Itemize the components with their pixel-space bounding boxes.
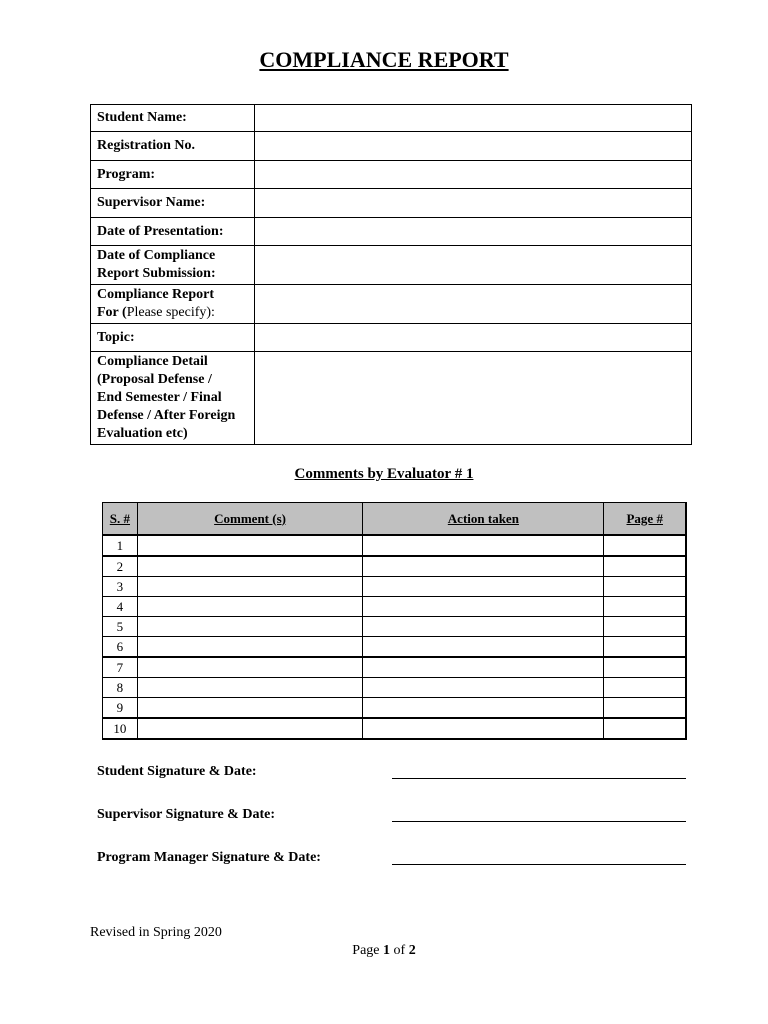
comment-cell[interactable] [137,718,362,739]
program-manager-signature-line[interactable] [392,864,686,865]
info-label-line: (Proposal Defense / [97,372,212,387]
row-number: 2 [103,556,138,577]
row-number: 6 [103,637,138,658]
action-cell[interactable] [363,657,604,678]
comment-cell[interactable] [137,556,362,577]
info-label: Registration No. [91,132,255,161]
row-number: 5 [103,617,138,637]
action-cell[interactable] [363,718,604,739]
info-label [91,285,255,324]
info-label [91,246,255,285]
supervisor-name-field[interactable] [255,189,692,218]
action-cell[interactable] [363,698,604,719]
page-cell[interactable] [604,617,686,637]
info-row-program [91,161,692,189]
page-cell[interactable] [604,698,686,719]
comments-table [102,502,687,740]
action-cell[interactable] [363,617,604,637]
student-info-table [90,104,692,445]
table-row [103,657,687,678]
header-action: Action taken [363,503,604,536]
page-title: COMPLIANCE REPORT [259,47,509,72]
info-label-line: Report Submission: [97,266,216,281]
info-row-compliance-detail [91,352,692,445]
header-serial: S. # [103,503,138,536]
signature-label: Student Signature & Date: [97,764,257,779]
info-row-student-name [91,105,692,132]
info-row-topic [91,324,692,352]
info-label-line: Date of Compliance [97,248,216,263]
info-label-line [97,304,248,322]
table-row [103,718,687,739]
table-row [103,556,687,577]
signature-label: Supervisor Signature & Date: [97,807,275,822]
student-name-field[interactable] [255,105,692,132]
comments-header-row [103,503,687,536]
page-cell[interactable] [604,535,686,556]
row-number: 3 [103,577,138,597]
comment-cell[interactable] [137,678,362,698]
supervisor-signature-row [97,807,687,827]
row-number: 1 [103,535,138,556]
program-manager-signature-row [97,850,687,870]
row-number: 9 [103,698,138,719]
info-row-report-for [91,285,692,324]
row-number: 10 [103,718,138,739]
info-label-bold: For ( [97,305,127,320]
table-row [103,597,687,617]
registration-field[interactable] [255,132,692,161]
page-prefix: Page [352,943,384,958]
info-row-registration [91,132,692,161]
report-for-field[interactable] [255,285,692,324]
table-row [103,577,687,597]
supervisor-signature-line[interactable] [392,821,686,822]
page-cell[interactable] [604,597,686,617]
info-label: Topic: [91,324,255,352]
comment-cell[interactable] [137,597,362,617]
signature-label: Program Manager Signature & Date: [97,850,321,865]
page-total: 2 [408,943,416,958]
action-cell[interactable] [363,678,604,698]
action-cell[interactable] [363,535,604,556]
header-comment: Comment (s) [137,503,362,536]
comment-cell[interactable] [137,535,362,556]
page-cell[interactable] [604,657,686,678]
info-label-line: Compliance Report [97,287,215,302]
action-cell[interactable] [363,597,604,617]
info-row-supervisor [91,189,692,218]
presentation-date-field[interactable] [255,218,692,246]
table-row [103,535,687,556]
info-label: Supervisor Name: [91,189,255,218]
info-label: Student Name: [91,105,255,132]
action-cell[interactable] [363,637,604,658]
info-label: Date of Presentation: [91,218,255,246]
page-number [0,943,768,959]
submission-date-field[interactable] [255,246,692,285]
page-cell[interactable] [604,637,686,658]
info-row-presentation-date [91,218,692,246]
compliance-detail-field[interactable] [255,352,692,445]
table-row [103,698,687,719]
info-row-submission-date [91,246,692,285]
row-number: 4 [103,597,138,617]
info-label [91,352,255,445]
row-number: 7 [103,657,138,678]
table-row [103,678,687,698]
info-label-line: Compliance Detail [97,354,208,369]
comment-cell[interactable] [137,617,362,637]
table-row [103,637,687,658]
table-row [103,617,687,637]
page-cell[interactable] [604,556,686,577]
page-cell[interactable] [604,678,686,698]
info-label-line: End Semester / Final [97,390,222,405]
comment-cell[interactable] [137,637,362,658]
header-page: Page # [604,503,686,536]
topic-field[interactable] [255,324,692,352]
student-signature-line[interactable] [392,778,686,779]
page-of: of [390,943,409,958]
student-signature-row [97,764,687,784]
row-number: 8 [103,678,138,698]
revision-note: Revised in Spring 2020 [90,925,222,940]
page-current: 1 [383,943,391,958]
info-label-line: Evaluation etc) [97,426,188,441]
program-field[interactable] [255,161,692,189]
comment-cell[interactable] [137,577,362,597]
action-cell[interactable] [363,556,604,577]
comment-cell[interactable] [137,657,362,678]
comment-cell[interactable] [137,698,362,719]
info-label-normal: Please specify): [126,305,215,320]
action-cell[interactable] [363,577,604,597]
evaluator-heading: Comments by Evaluator # 1 [294,466,474,482]
page-cell[interactable] [604,718,686,739]
info-label: Program: [91,161,255,189]
page-cell[interactable] [604,577,686,597]
info-label-line: Defense / After Foreign [97,408,236,423]
